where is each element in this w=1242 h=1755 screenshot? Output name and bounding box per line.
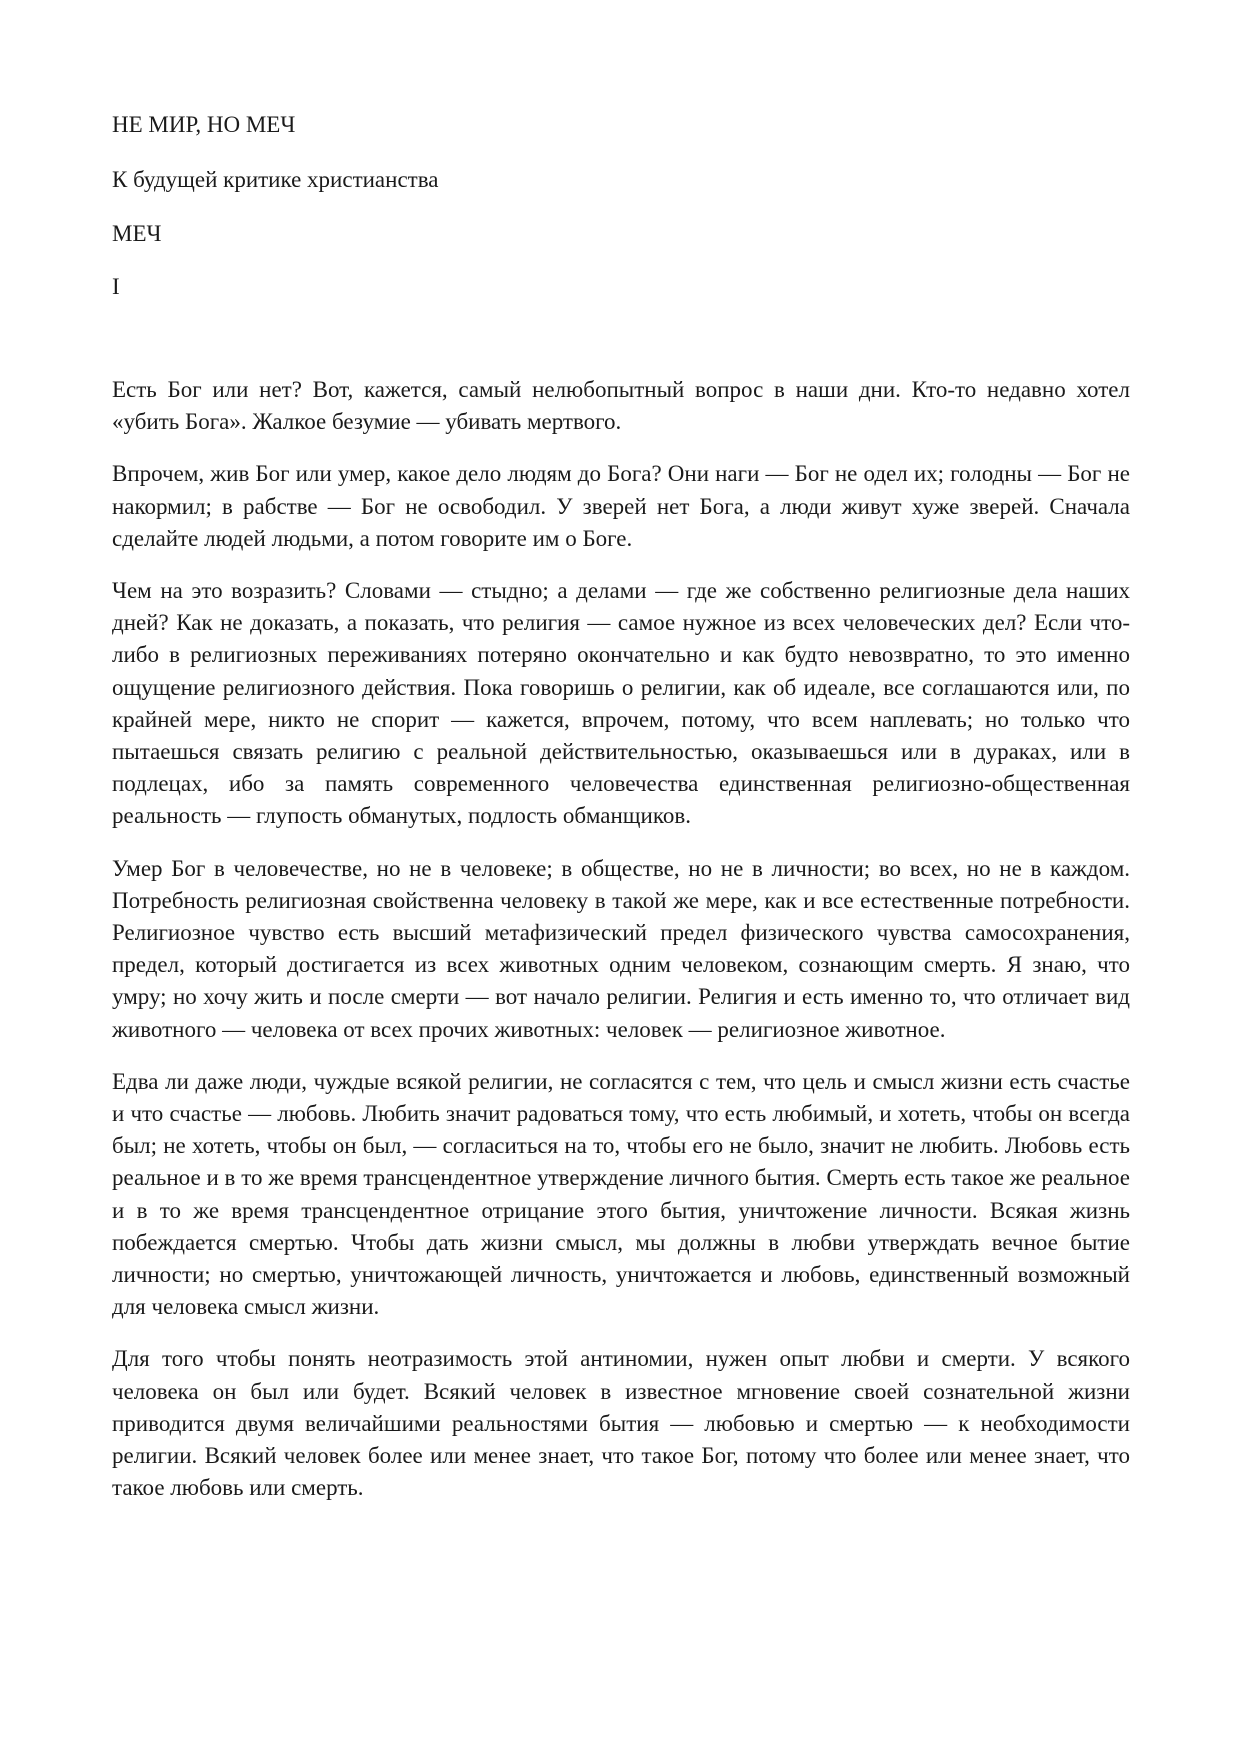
paragraph: Едва ли даже люди, чуждые всякой религии, не согласятся с тем, что цель и смысл жизни есть счастье и что счастье — любовь. Любить значит радоваться тому, что есть любимый, и хотеть, чтобы он всегда был; не хотеть, чтобы он был, — согласиться на то, чтобы его не было, значит не любить. Любовь есть реальное и в то же время трансцендентное утверждение личного бытия. Смерть есть такое же реальное и в то же время трансцендентное отрицание этого бытия, уничтожение личности. Всякая жизнь побеждается смертью. Чтобы дать жизни смысл, мы должны в любви утверждать вечное бытие личности; но смертью, уничтожающей личность, уничтожается и любовь, единственный возможный для человека смысл жизни.	[112, 1068, 1130, 1320]
document-title: НЕ МИР, НО МЕЧ	[112, 112, 296, 137]
document-subtitle: К будущей критике христианства	[112, 167, 439, 192]
paragraph: Для того чтобы понять неотразимость этой антиномии, нужен опыт любви и смерти. У всякого человека он был или будет. Всякий человек в известное мгновение своей сознательной жизни приводится двумя величайшими реальностями бытия — любовью и смертью — к необходимости религии. Всякий человек более или менее знает, что такое Бог, потому что более или менее знает, что такое любовь или смерть.	[112, 1346, 1130, 1501]
paragraph: Умер Бог в человечестве, но не в человеке; в обществе, но не в личности; во всех, но не в каждом. Потребность религиозная свойственна человеку в такой же мере, как и все естественные потребности. Религиозное чувство есть высший метафизический предел физического чувства самосохранения, предел, который достигается из всех животных одним человеком, сознающим смерть. Я знаю, что умру; но хочу жить и после смерти — вот начало религии. Религия и есть именно то, что отличает вид животного — человека от всех прочих животных: человек — религиозное животное.	[112, 855, 1130, 1042]
body-text	[112, 374, 1130, 1525]
chapter-number: I	[112, 274, 120, 299]
section-heading: МЕЧ	[112, 221, 162, 246]
paragraph: Чем на это возразить? Словами — стыдно; а делами — где же собственно религиозные дела наших дней? Как не доказать, а показать, что религия — самое нужное из всех человеческих дел? Если что-либо в религиозных переживаниях потеряно окончательно и как будто невозвратно, то это именно ощущение религиозного действия. Пока говоришь о религии, как об идеале, все соглашаются или, по крайней мере, никто не спорит — кажется, впрочем, потому, что всем наплевать; но только что пытаешься связать религию с реальной действительностью, оказываешься или в дураках, или в подлецах, ибо за память современного человечества единственная религиозно-общественная реальность — глупость обманутых, подлость обманщиков.	[112, 578, 1130, 829]
paragraph: Впрочем, жив Бог или умер, какое дело людям до Бога? Они наги — Бог не одел их; голодны — Бог не накормил; в рабстве — Бог не освободил. У зверей нет Бога, а люди живут хуже зверей. Сначала сделайте людей людьми, а потом говорите им о Боге.	[112, 461, 1130, 551]
paragraph: Есть Бог или нет? Вот, кажется, самый нелюбопытный вопрос в наши дни. Кто-то недавно хотел «убить Бога». Жалкое безумие — убивать мертвого.	[112, 377, 1130, 435]
